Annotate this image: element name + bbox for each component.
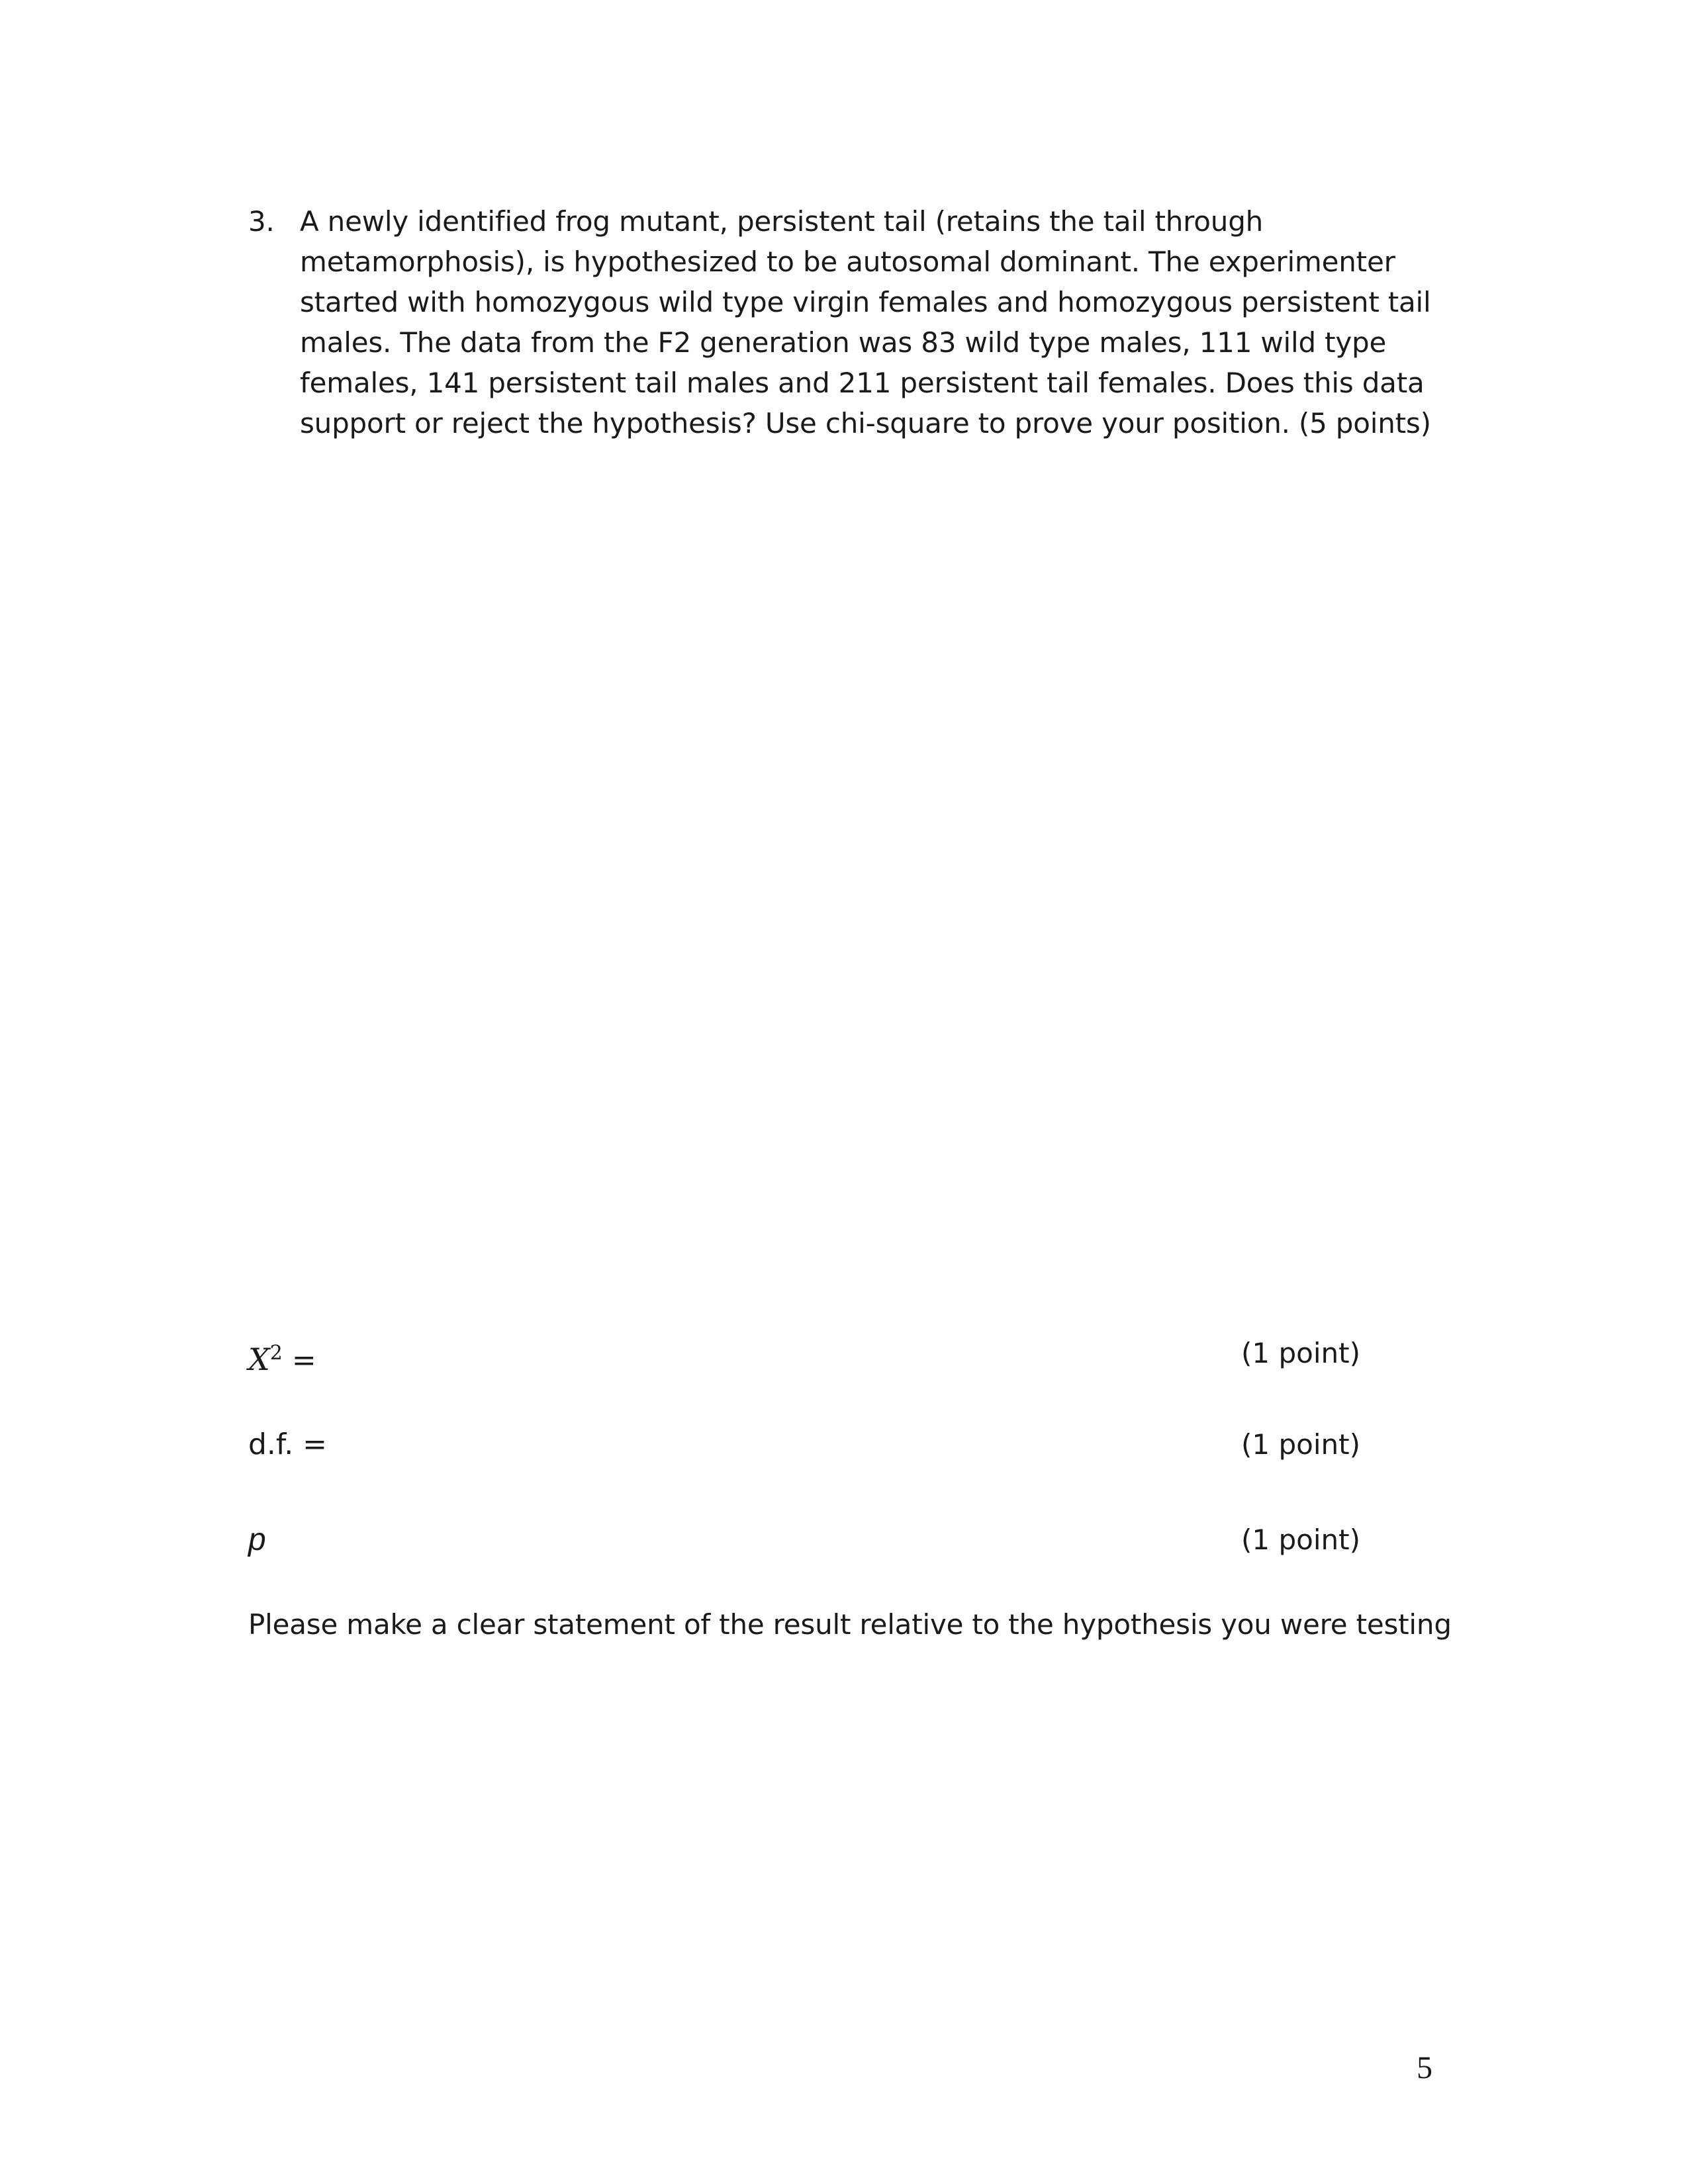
p-label: p (248, 1522, 266, 1557)
p-answer-row (248, 1517, 1374, 1563)
chi-superscript: 2 (269, 1342, 283, 1365)
df-points: (1 point) (1241, 1428, 1360, 1461)
chi-symbol: X (248, 1342, 270, 1377)
df-label: d.f. = (248, 1428, 328, 1461)
question-text: A newly identified frog mutant, persistent tail (retains the tail through metamorphosis), is hypothesized to be autosomal dominant. The experimenter started with homozygous wild type virgin females and homozygous persistent tail males. The data from the F2 generation was 83 wild type males, 111 wild type females, 141 persistent tail males and 211 persistent tail females. Does this data support or reject the hypothesis? Use chi-square to prove your position. (5 points) (300, 205, 1431, 439)
question-3 (248, 201, 1433, 443)
p-points: (1 point) (1241, 1524, 1360, 1556)
df-answer-row (248, 1422, 1374, 1468)
question-number: 3. (248, 205, 275, 238)
chi-equals: = (282, 1343, 316, 1377)
page-number: 5 (1417, 2050, 1432, 2085)
chi-square-answer-row (248, 1330, 1374, 1377)
instruction-text: Please make a clear statement of the result relative to the hypothesis you were testing (248, 1608, 1452, 1641)
chi-square-points: (1 point) (1241, 1337, 1360, 1369)
chi-square-label (248, 1330, 316, 1384)
